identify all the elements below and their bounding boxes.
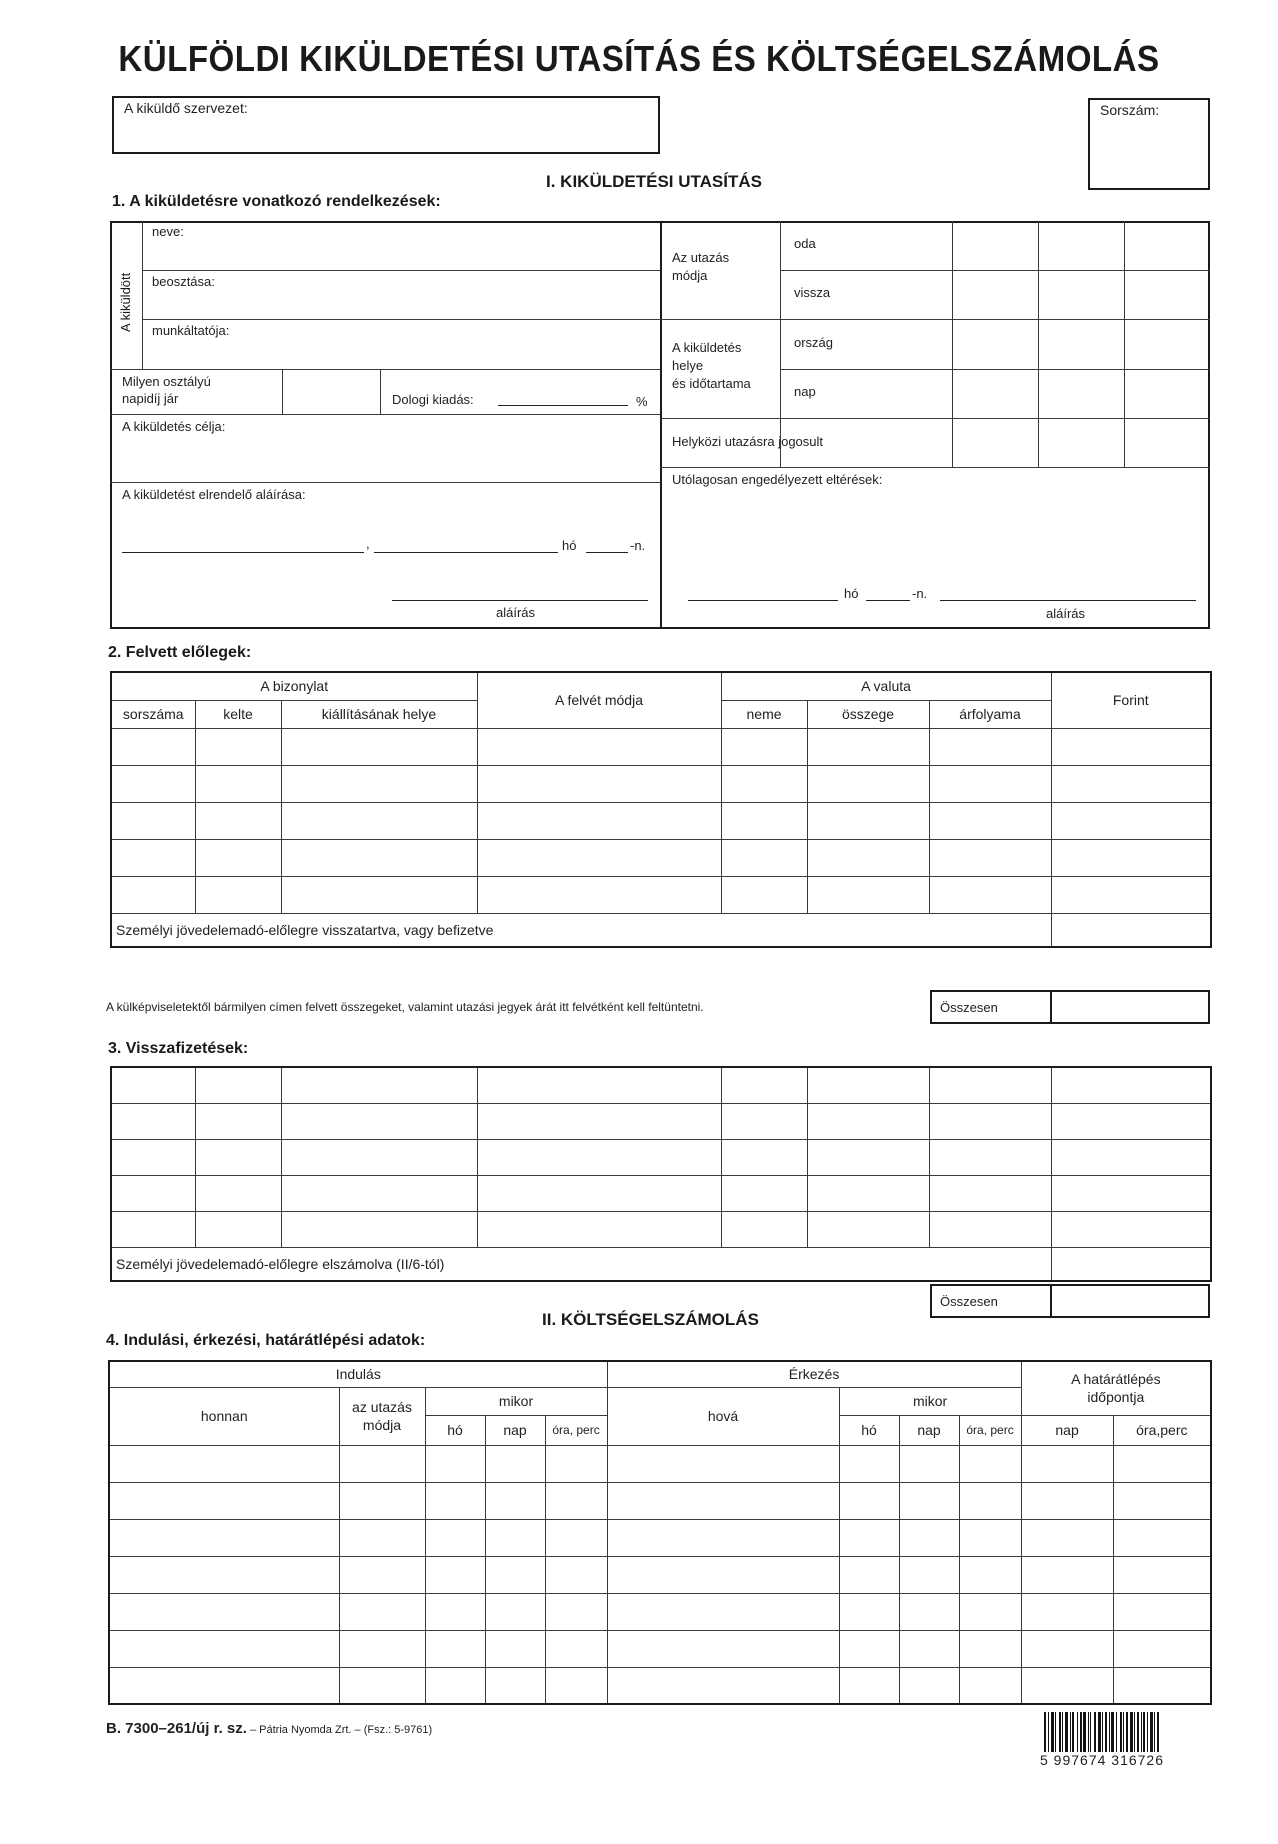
travel-oda-label: oda: [794, 236, 816, 251]
sorszama-header: sorszáma: [111, 700, 195, 728]
ho-header-arrival: hó: [839, 1415, 899, 1445]
repayments-total-value[interactable]: [1050, 1284, 1210, 1318]
advances-total-label: Összesen: [940, 1000, 998, 1015]
day-suffix-left: -n.: [630, 538, 646, 553]
utazas-line1: az utazás: [352, 1399, 412, 1415]
place-label-1: A kiküldetés: [672, 340, 742, 355]
advances-total-value[interactable]: [1050, 990, 1210, 1024]
section2-title: 2. Felvett előlegek:: [108, 644, 252, 661]
departure-arrival-table: [108, 1360, 1212, 1705]
hova-header: hová: [607, 1387, 839, 1445]
table-row[interactable]: [111, 765, 1211, 802]
signature-caption-right: aláírás: [1046, 606, 1086, 621]
mikor-header-departure: mikor: [425, 1387, 607, 1415]
percent-sign: %: [636, 394, 648, 409]
section1-title: 1. A kiküldetésre vonatkozó rendelkezések:: [112, 193, 441, 210]
repayments-total-label: Összesen: [940, 1294, 998, 1309]
erkezes-header: Érkezés: [607, 1361, 1021, 1387]
section3-title: 3. Visszafizetések:: [108, 1040, 249, 1057]
section4-title: 4. Indulási, érkezési, határátlépési adatok:: [106, 1332, 426, 1349]
neme-header: neme: [721, 700, 807, 728]
date-comma: ,: [366, 536, 370, 551]
szja-settled-row: Személyi jövedelemadó-előlegre elszámolva (II/6-tól): [111, 1247, 1051, 1281]
class-label-1: Milyen osztályú: [122, 374, 211, 389]
month-label-left: hó: [562, 538, 577, 553]
kikuldott-vertical-label: A kiküldött: [118, 272, 133, 332]
forint-header: Forint: [1051, 672, 1211, 728]
section1-divider: [660, 221, 662, 629]
kelte-header: kelte: [195, 700, 281, 728]
local-travel-label: Helyközi utazásra jogosult: [672, 434, 824, 449]
border-crossing-line2: időpontja: [1087, 1389, 1145, 1406]
ordering-signature-label: A kiküldetést elrendelő aláírása:: [122, 487, 306, 502]
szja-withheld-row: Személyi jövedelemadó-előlegre visszatartva, vagy befizetve: [111, 913, 1051, 947]
table-row[interactable]: [111, 876, 1211, 913]
barcode: [1044, 1712, 1210, 1752]
organization-label: A kiküldő szervezet:: [124, 100, 248, 116]
name-label: neve:: [152, 224, 184, 239]
material-expense-label: Dologi kiadás:: [392, 392, 474, 407]
szja-settled-value[interactable]: [1051, 1247, 1211, 1281]
travel-vissza-label: vissza: [794, 285, 831, 300]
signature-caption-left: aláírás: [496, 605, 536, 620]
table-row[interactable]: [111, 1103, 1211, 1139]
table-row[interactable]: [109, 1482, 1211, 1519]
country-label: ország: [794, 335, 834, 350]
nap-header-border: nap: [1021, 1415, 1113, 1445]
form-code-number: B. 7300–261/új r. sz.: [106, 1720, 247, 1737]
days-label: nap: [794, 384, 816, 399]
day-suffix-right: -n.: [912, 586, 928, 601]
advances-table: [110, 671, 1212, 948]
szja-withheld-value[interactable]: [1051, 913, 1211, 947]
travel-mode-label-2: módja: [672, 268, 708, 283]
felvet-modja-header: A felvét módja: [477, 672, 721, 728]
border-crossing-header: [1021, 1361, 1211, 1415]
bizonylat-header: A bizonylat: [111, 672, 477, 700]
class-label-2: napidíj jár: [122, 391, 179, 406]
ora-perc-header-border: óra,perc: [1113, 1415, 1211, 1445]
nap-header-departure: nap: [485, 1415, 545, 1445]
deviations-label: Utólagosan engedélyezett eltérések:: [672, 472, 883, 487]
table-row[interactable]: [109, 1593, 1211, 1630]
ho-header-departure: hó: [425, 1415, 485, 1445]
travel-mode-label-1: Az utazás: [672, 250, 730, 265]
purpose-label: A kiküldetés célja:: [122, 419, 226, 434]
valuta-header: A valuta: [721, 672, 1051, 700]
indulas-header: Indulás: [109, 1361, 607, 1387]
repayments-table: [110, 1066, 1212, 1282]
nap-header-arrival: nap: [899, 1415, 959, 1445]
part1-heading: I. KIKÜLDETÉSI UTASÍTÁS: [546, 172, 762, 191]
place-label-3: és időtartama: [672, 376, 751, 391]
table-row[interactable]: [109, 1667, 1211, 1704]
ora-perc-header-departure: óra, perc: [545, 1415, 607, 1445]
arfolyama-header: árfolyama: [929, 700, 1051, 728]
utazas-line2: módja: [362, 1417, 402, 1433]
advances-footnote: A külképviseletektől bármilyen címen felvett összegeket, valamint utazási jegyek árát itt felvétként kell feltüntetni.: [106, 1000, 704, 1014]
barcode-number: 5 997674 316726: [1040, 1752, 1164, 1768]
table-row[interactable]: [109, 1445, 1211, 1482]
table-row[interactable]: [111, 1211, 1211, 1247]
kiallitas-header: kiállításának helye: [281, 700, 477, 728]
table-row[interactable]: [111, 1175, 1211, 1211]
osszege-header: összege: [807, 700, 929, 728]
border-crossing-line1: A határátlépés: [1071, 1371, 1161, 1388]
place-label-2: helye: [672, 358, 704, 373]
printer-info: – Pátria Nyomda Zrt. – (Fsz.: 5-9761): [246, 1724, 433, 1736]
document-title: KÜLFÖLDI KIKÜLDETÉSI UTASÍTÁS ÉS KÖLTSÉGELSZÁMOLÁS: [118, 38, 1160, 79]
form-code: [106, 1720, 432, 1737]
table-row[interactable]: [111, 1067, 1211, 1103]
position-label: beosztása:: [152, 274, 215, 289]
table-row[interactable]: [111, 802, 1211, 839]
utazas-modja-header: [339, 1387, 425, 1445]
table-row[interactable]: [111, 1139, 1211, 1175]
part2-heading: II. KÖLTSÉGELSZÁMOLÁS: [542, 1310, 759, 1329]
table-row[interactable]: [111, 839, 1211, 876]
table-row[interactable]: [109, 1519, 1211, 1556]
ora-perc-header-arrival: óra, perc: [959, 1415, 1021, 1445]
honnan-header: honnan: [109, 1387, 339, 1445]
mikor-header-arrival: mikor: [839, 1387, 1021, 1415]
serial-number-label: Sorszám:: [1100, 102, 1160, 118]
table-row[interactable]: [111, 728, 1211, 765]
month-label-right: hó: [844, 586, 859, 601]
table-row[interactable]: [109, 1556, 1211, 1593]
employer-label: munkáltatója:: [152, 323, 230, 338]
table-row[interactable]: [109, 1630, 1211, 1667]
